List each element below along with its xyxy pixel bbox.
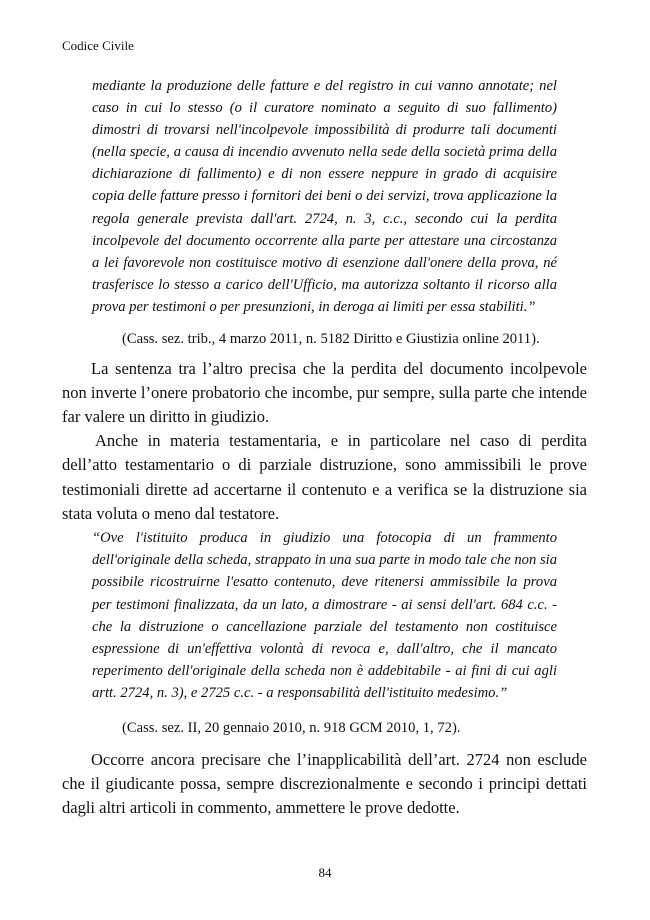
body-paragraph-3: Occorre ancora precisare che l’inapplicabilità dell’art. 2724 non esclude che il giudicante possa, sempre discrezionalmente e secondo i principi dettati dagli altri articoli in commento, ammettere le prove dedotte. bbox=[62, 750, 587, 818]
case-citation-2: (Cass. sez. II, 20 gennaio 2010, n. 918 GCM 2010, 1, 72). bbox=[122, 720, 461, 736]
body-paragraph-2: Anche in materia testamentaria, e in particolare nel caso di perdita dell’atto testamentario o di parziale distruzione, sono ammissibili le prove testimoniali dirette ad accertarne il contenuto e a verifica se la distruzione sia stata voluta o meno dal testatore. bbox=[62, 431, 587, 524]
page-number: 84 bbox=[318, 865, 332, 880]
quoted-judgment-excerpt-1: mediante la produzione delle fatture e del registro in cui vanno annotate; nel caso in cui lo stesso (o il curatore nominato a seguito di suo fallimento) dimostri di trovarsi nell'incolpevole impossibilità di produrre tali documenti (nella specie, a causa di incendio avvenuto nella sede della società prima della dichiarazione di fallimento) e di non essere neppure in grado di acquisire copia delle fatture presso i fornitori dei beni o dei servizi, trova applicazione la regola generale prevista dall'art. 2724, n. 3, c.c., secondo cui la perdita incolpevole del documento occorrente alla parte per attestare una circostanza a lei favorevole non costituisce motivo di esenzione dall'onere della prova, né trasferisce lo stesso a carico dell'Ufficio, ma autorizza soltanto il ricorso alla prova per testimoni o per presunzioni, in deroga ai limiti per essa stabiliti.” bbox=[92, 78, 557, 315]
running-header: Codice Civile bbox=[62, 38, 134, 53]
quoted-judgment-excerpt-2: “Ove l'istituito produca in giudizio una fotocopia di un frammento dell'originale della scheda, strappato in una sua parte in modo tale che non sia possibile ricostruirne l'esatto contenuto, deve ritenersi ammissibile la prova per testimoni finalizzata, da un lato, a dimostrare - ai sensi dell'art. 684 c.c. - che la distruzione o cancellazione parziale del testamento non costituisce espressione di un'effettiva volontà di revoca e, dall'altro, che il mancato reperimento dell'originale della scheda non è addebitabile - ai fini di cui agli artt. 2724, n. 3), e 2725 c.c. - a responsabilità dell'istituito medesimo.” bbox=[92, 530, 557, 702]
case-citation-1: (Cass. sez. trib., 4 marzo 2011, n. 5182 Diritto e Giustizia online 2011). bbox=[122, 331, 540, 347]
body-paragraph-1: La sentenza tra l’altro precisa che la perdita del documento incolpevole non inverte l’onere probatorio che incombe, pur sempre, sulla parte che intende far valere un diritto in giudizio. bbox=[62, 359, 587, 427]
